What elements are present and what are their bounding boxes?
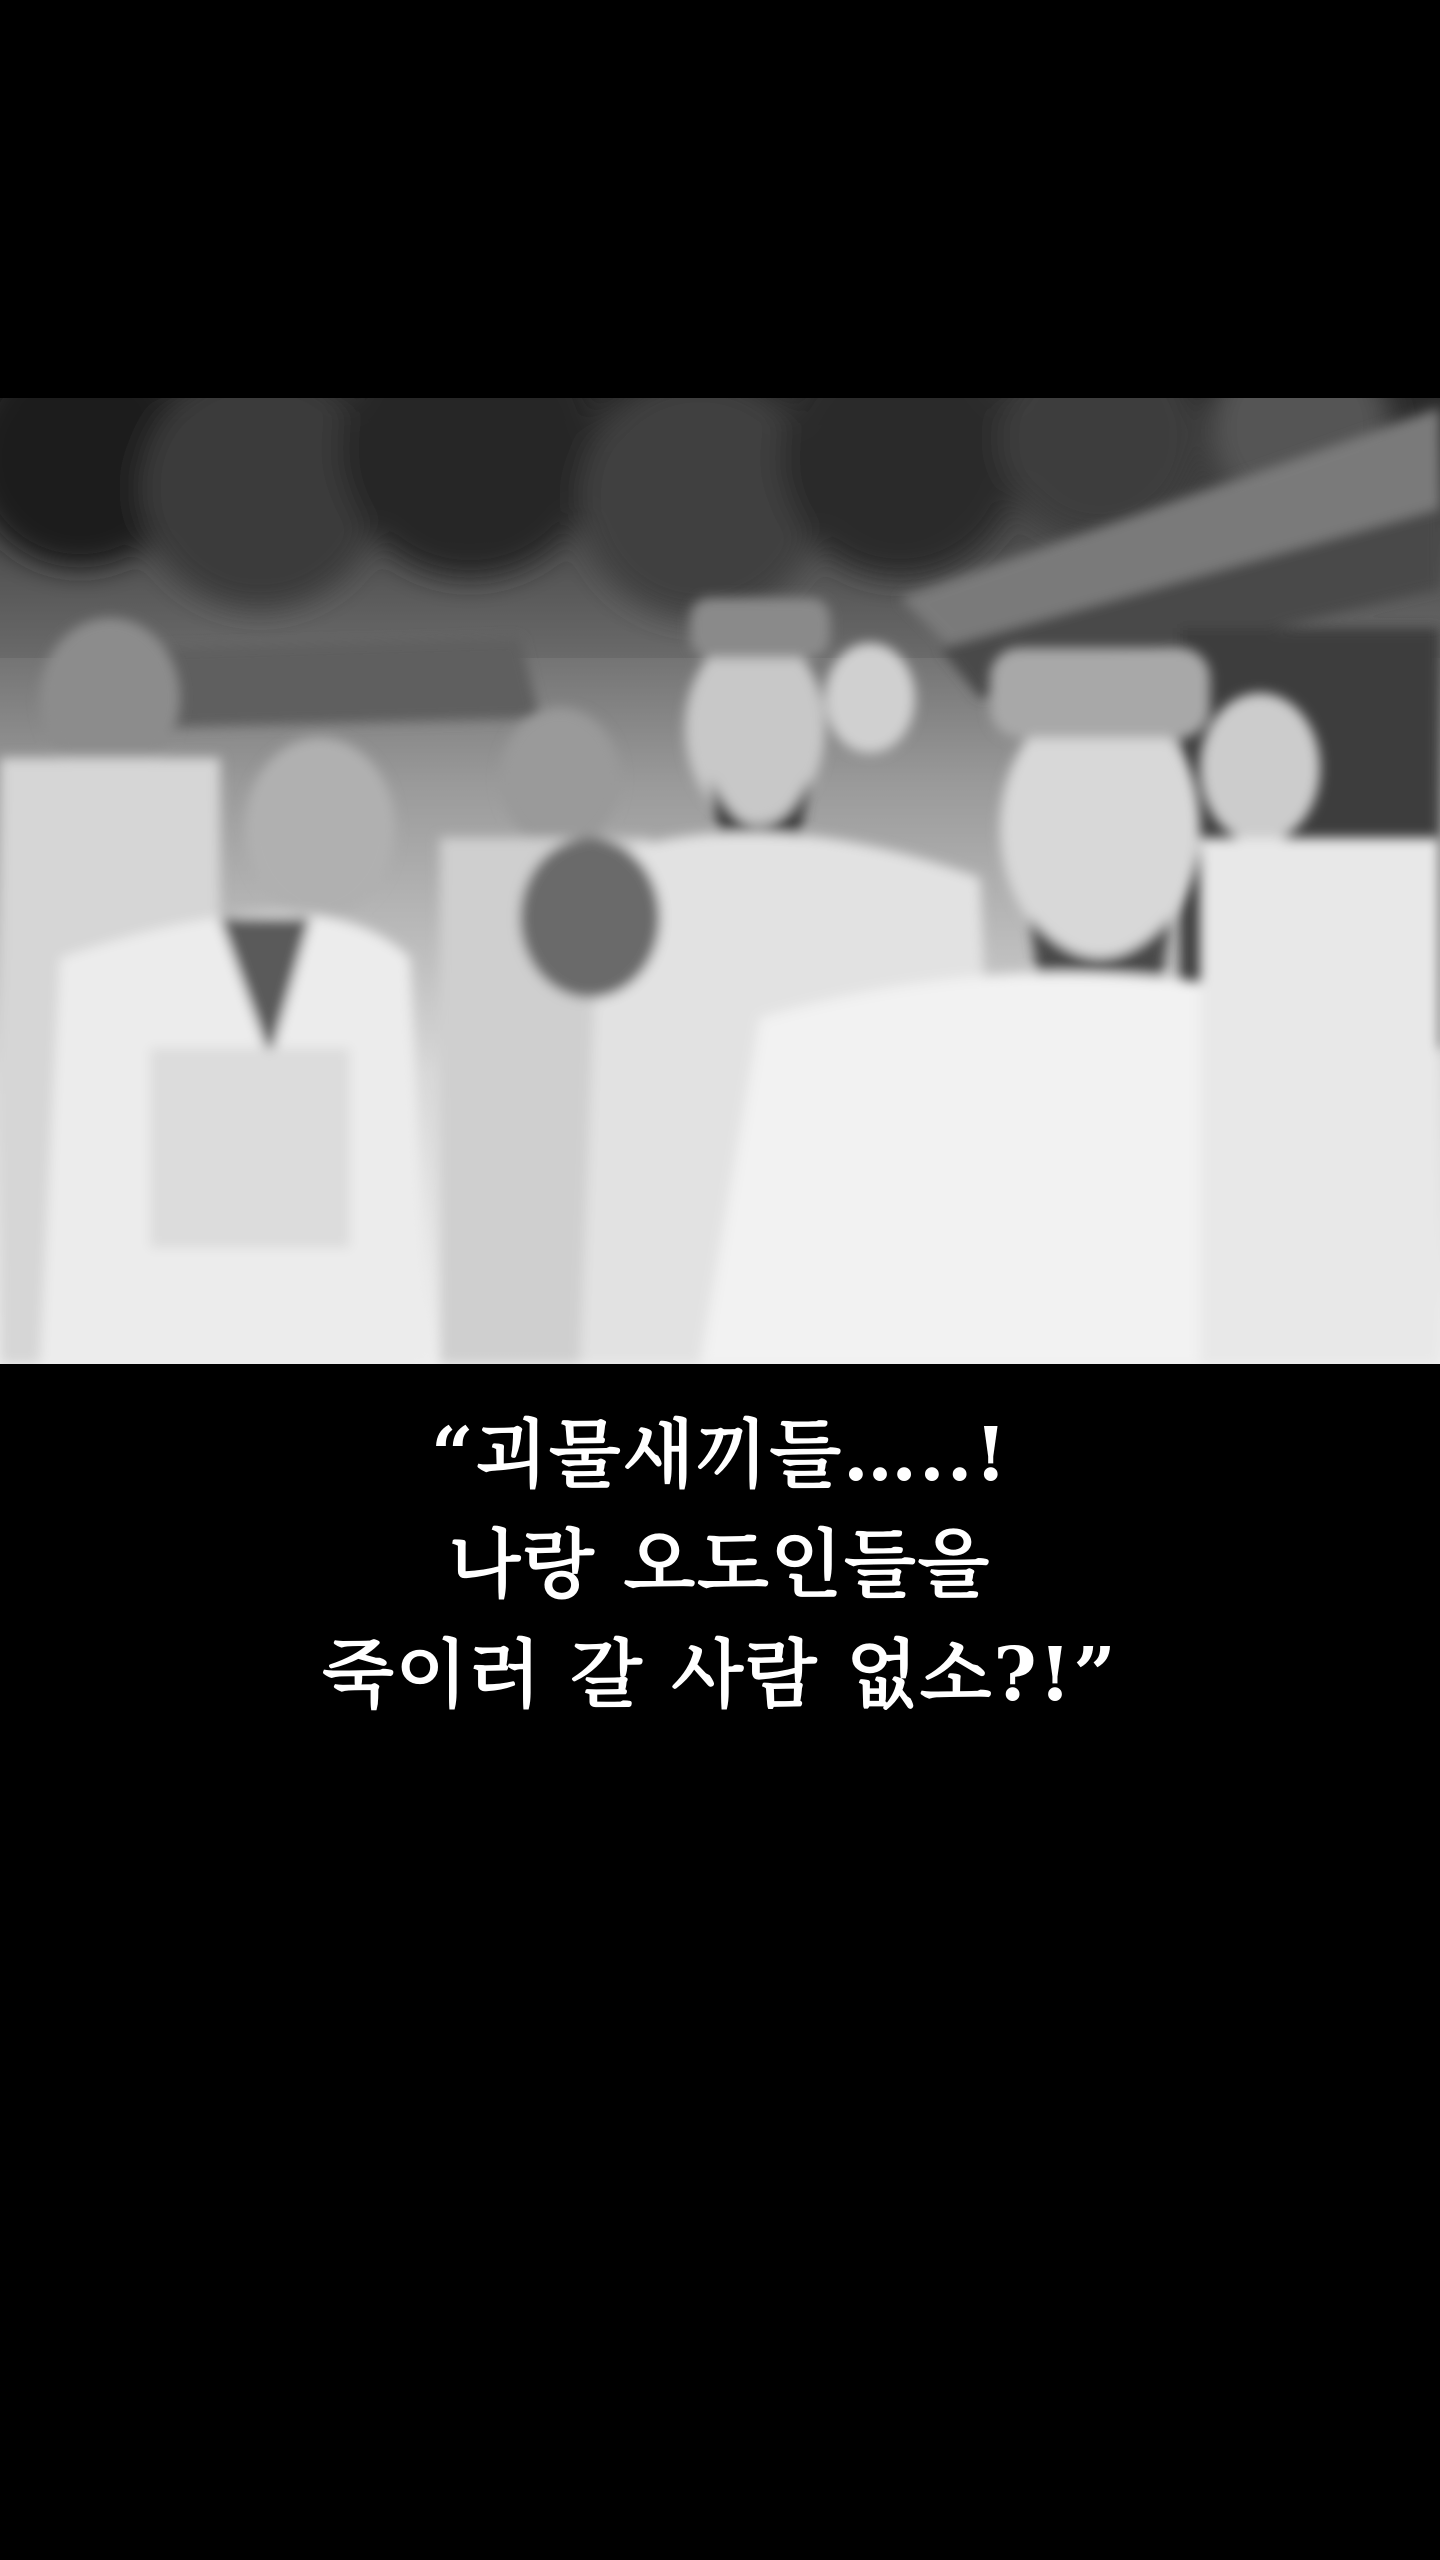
crowd-photo-panel [0,398,1440,1364]
caption-line-2: 나랑 오도인들을 [448,1522,992,1608]
caption-line-1: “괴물새끼들…..! [431,1412,1009,1498]
speech-caption [0,1400,1440,1730]
caption-line-3: 죽이러 갈 사람 없소?!” [322,1632,1118,1718]
crowd-illustration [0,398,1440,1364]
